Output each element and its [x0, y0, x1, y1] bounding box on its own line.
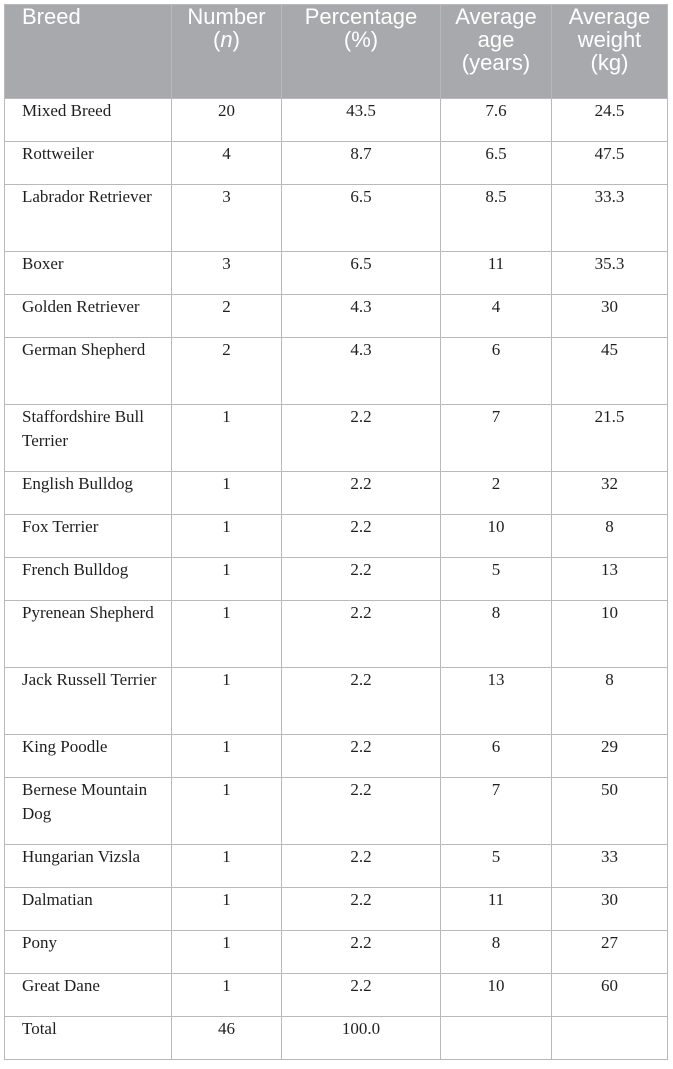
weight-cell: 8 — [552, 668, 668, 735]
header-percentage-line1: Percentage — [304, 4, 418, 29]
percentage-cell: 2.2 — [282, 668, 441, 735]
breed-cell: Golden Retriever — [5, 295, 172, 338]
table-header — [5, 5, 668, 99]
number-cell: 1 — [172, 888, 282, 931]
header-number-n: n — [220, 27, 233, 52]
table-row — [5, 185, 668, 252]
header-number — [172, 5, 282, 99]
percentage-cell: 2.2 — [282, 845, 441, 888]
total-number-cell: 46 — [172, 1017, 282, 1060]
percentage-cell: 6.5 — [282, 185, 441, 252]
percentage-cell: 2.2 — [282, 472, 441, 515]
number-cell: 1 — [172, 931, 282, 974]
age-cell: 13 — [441, 668, 552, 735]
weight-cell: 13 — [552, 558, 668, 601]
table-row — [5, 845, 668, 888]
table-row — [5, 601, 668, 668]
header-row — [5, 5, 668, 99]
number-cell: 1 — [172, 558, 282, 601]
table-row — [5, 295, 668, 338]
total-label-cell: Total — [5, 1017, 172, 1060]
header-age-line2: age — [477, 27, 515, 52]
breed-cell: Great Dane — [5, 974, 172, 1017]
number-cell: 3 — [172, 252, 282, 295]
number-cell: 1 — [172, 778, 282, 845]
total-age-cell — [441, 1017, 552, 1060]
percentage-cell: 2.2 — [282, 931, 441, 974]
breed-cell: Pyrenean Shepherd — [5, 601, 172, 668]
number-cell: 1 — [172, 472, 282, 515]
number-cell: 1 — [172, 974, 282, 1017]
table-row — [5, 472, 668, 515]
table-row — [5, 558, 668, 601]
header-number-line1: Number — [187, 4, 266, 29]
age-cell: 5 — [441, 845, 552, 888]
weight-cell: 8 — [552, 515, 668, 558]
age-cell: 8.5 — [441, 185, 552, 252]
weight-cell: 50 — [552, 778, 668, 845]
number-cell: 1 — [172, 845, 282, 888]
total-weight-cell — [552, 1017, 668, 1060]
weight-cell: 45 — [552, 338, 668, 405]
percentage-cell: 2.2 — [282, 735, 441, 778]
age-cell: 8 — [441, 601, 552, 668]
weight-cell: 33 — [552, 845, 668, 888]
number-cell: 1 — [172, 735, 282, 778]
percentage-cell: 2.2 — [282, 601, 441, 668]
weight-cell: 33.3 — [552, 185, 668, 252]
weight-cell: 32 — [552, 472, 668, 515]
weight-cell: 60 — [552, 974, 668, 1017]
breed-cell: French Bulldog — [5, 558, 172, 601]
age-cell: 6.5 — [441, 142, 552, 185]
header-number-open: ( — [213, 27, 221, 52]
breed-cell: Labrador Retriever — [5, 185, 172, 252]
breed-cell: Pony — [5, 931, 172, 974]
percentage-cell: 43.5 — [282, 99, 441, 142]
breed-table — [4, 4, 668, 1060]
percentage-cell: 2.2 — [282, 405, 441, 472]
age-cell: 10 — [441, 515, 552, 558]
weight-cell: 29 — [552, 735, 668, 778]
age-cell: 11 — [441, 252, 552, 295]
header-average-weight — [552, 5, 668, 99]
breed-cell: Bernese Mountain Dog — [5, 778, 172, 845]
age-cell: 8 — [441, 931, 552, 974]
header-percentage-line2: (%) — [343, 27, 379, 52]
total-percentage-cell: 100.0 — [282, 1017, 441, 1060]
breed-cell: English Bulldog — [5, 472, 172, 515]
weight-cell: 10 — [552, 601, 668, 668]
weight-cell: 35.3 — [552, 252, 668, 295]
percentage-cell: 4.3 — [282, 295, 441, 338]
number-cell: 3 — [172, 185, 282, 252]
header-percentage — [282, 5, 441, 99]
table-row — [5, 99, 668, 142]
weight-cell: 30 — [552, 295, 668, 338]
table-row — [5, 888, 668, 931]
number-cell: 20 — [172, 99, 282, 142]
table-row — [5, 668, 668, 735]
number-cell: 1 — [172, 668, 282, 735]
breed-cell: Dalmatian — [5, 888, 172, 931]
header-average-age — [441, 5, 552, 99]
percentage-cell: 2.2 — [282, 778, 441, 845]
number-cell: 2 — [172, 295, 282, 338]
header-weight-line1: Average — [568, 4, 651, 29]
header-age-line3: (years) — [461, 50, 531, 75]
percentage-cell: 2.2 — [282, 515, 441, 558]
breed-cell: Boxer — [5, 252, 172, 295]
breed-cell: King Poodle — [5, 735, 172, 778]
table-row — [5, 778, 668, 845]
age-cell: 5 — [441, 558, 552, 601]
weight-cell: 27 — [552, 931, 668, 974]
header-breed-label: Breed — [22, 4, 81, 29]
number-cell: 2 — [172, 338, 282, 405]
percentage-cell: 2.2 — [282, 974, 441, 1017]
breed-cell: Rottweiler — [5, 142, 172, 185]
table-row — [5, 142, 668, 185]
header-number-close: ) — [232, 27, 240, 52]
weight-cell: 21.5 — [552, 405, 668, 472]
breed-cell: Hungarian Vizsla — [5, 845, 172, 888]
breed-cell: Jack Russell Terrier — [5, 668, 172, 735]
breed-cell: Staffordshire Bull Terrier — [5, 405, 172, 472]
age-cell: 6 — [441, 735, 552, 778]
age-cell: 7.6 — [441, 99, 552, 142]
number-cell: 4 — [172, 142, 282, 185]
weight-cell: 30 — [552, 888, 668, 931]
weight-cell: 47.5 — [552, 142, 668, 185]
percentage-cell: 2.2 — [282, 558, 441, 601]
table-body — [5, 99, 668, 1060]
percentage-cell: 4.3 — [282, 338, 441, 405]
header-weight-line3: (kg) — [590, 50, 629, 75]
percentage-cell: 6.5 — [282, 252, 441, 295]
table-row — [5, 735, 668, 778]
breed-cell: Mixed Breed — [5, 99, 172, 142]
age-cell: 7 — [441, 405, 552, 472]
total-row — [5, 1017, 668, 1060]
header-age-line1: Average — [455, 4, 537, 29]
table-row — [5, 252, 668, 295]
number-cell: 1 — [172, 405, 282, 472]
percentage-cell: 8.7 — [282, 142, 441, 185]
header-breed — [5, 5, 172, 99]
age-cell: 10 — [441, 974, 552, 1017]
number-cell: 1 — [172, 601, 282, 668]
weight-cell: 24.5 — [552, 99, 668, 142]
breed-cell: German Shepherd — [5, 338, 172, 405]
age-cell: 6 — [441, 338, 552, 405]
percentage-cell: 2.2 — [282, 888, 441, 931]
table-row — [5, 338, 668, 405]
header-weight-line2: weight — [577, 27, 642, 52]
age-cell: 2 — [441, 472, 552, 515]
age-cell: 11 — [441, 888, 552, 931]
table-row — [5, 931, 668, 974]
table-row — [5, 515, 668, 558]
age-cell: 7 — [441, 778, 552, 845]
table-row — [5, 974, 668, 1017]
table-row — [5, 405, 668, 472]
number-cell: 1 — [172, 515, 282, 558]
age-cell: 4 — [441, 295, 552, 338]
breed-cell: Fox Terrier — [5, 515, 172, 558]
